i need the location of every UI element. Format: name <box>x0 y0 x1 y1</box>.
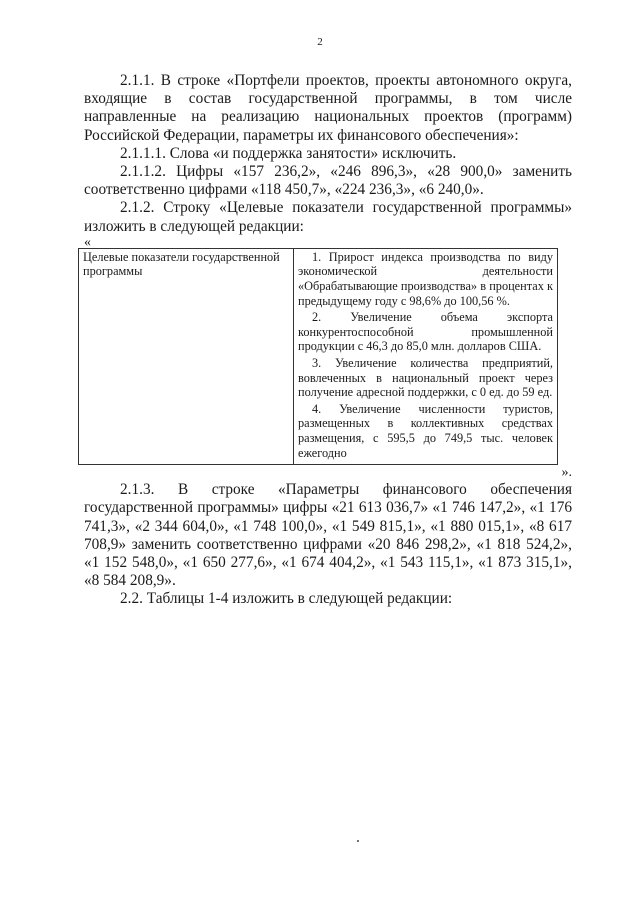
paragraph-2-1-2: 2.1.2. Строку «Целевые показатели государственной программы» изложить в следующей редакции: <box>84 199 572 235</box>
closing-quote-mark: ». <box>561 465 572 481</box>
indicators-label: Целевые показатели государственной программы <box>83 249 280 279</box>
paragraph-2-1-1: 2.1.1. В строке «Портфели проектов, проекты автономного округа, входящие в состав государственной программы, в том числе направленные на реализацию национальных проектов (программ) Российской Федерации, параметры их финансового обеспечения»: <box>84 72 572 144</box>
indicator-item-2: 2. Увеличение объема экспорта конкурентоспособной промышленной продукции с 46,3 до 85,0 млн. долларов США. <box>298 310 553 354</box>
table-row <box>79 248 558 464</box>
scan-speck <box>357 840 359 842</box>
target-indicators-table <box>78 248 558 465</box>
document-body <box>84 72 572 609</box>
paragraph-2-1-1-1: 2.1.1.1. Слова «и поддержка занятости» исключить. <box>120 144 457 162</box>
paragraph-2-1-1-2: 2.1.1.2. Цифры «157 236,2», «246 896,3», «28 900,0» заменить соответственно цифрами «118 450,7», «224 236,3», «6 240,0». <box>84 163 572 199</box>
paragraph-2-2: 2.2. Таблицы 1-4 изложить в следующей редакции: <box>120 590 453 608</box>
page-number: 2 <box>317 36 323 48</box>
indicator-item-4: 4. Увеличение численности туристов, размещенных в коллективных средствах размещения, с 595,5 до 749,5 тыс. человек ежегодно <box>298 401 553 460</box>
indicator-item-1: 1. Прирост индекса производства по виду экономической деятельности «Обрабатывающие производства» в процентах к предыдущему году с 98,6% до 100,56 %. <box>298 249 553 308</box>
table-cell-label <box>79 248 294 464</box>
paragraph-2-1-3: 2.1.3. В строке «Параметры финансового обеспечения государственной программы» цифры «21 613 036,7» «1 746 147,2», «1 176 741,3», «2 344 604,0», «1 748 100,0», «1 549 815,1», «1 880 015,1», «8 617 708,9» заменить соответственно цифрами «20 846 298,2», «1 818 524,2», «1 152 548,0», «1 650 277,6», «1 674 404,2», «1 543 115,1», «1 873 315,1», «8 584 208,9». <box>84 481 572 590</box>
table-cell-items <box>294 248 558 464</box>
indicator-item-3: 3. Увеличение количества предприятий, вовлеченных в национальный проект через получение адресной поддержки, с 0 ед. до 59 ед. <box>298 355 553 400</box>
opening-quote-mark: « <box>84 234 91 250</box>
